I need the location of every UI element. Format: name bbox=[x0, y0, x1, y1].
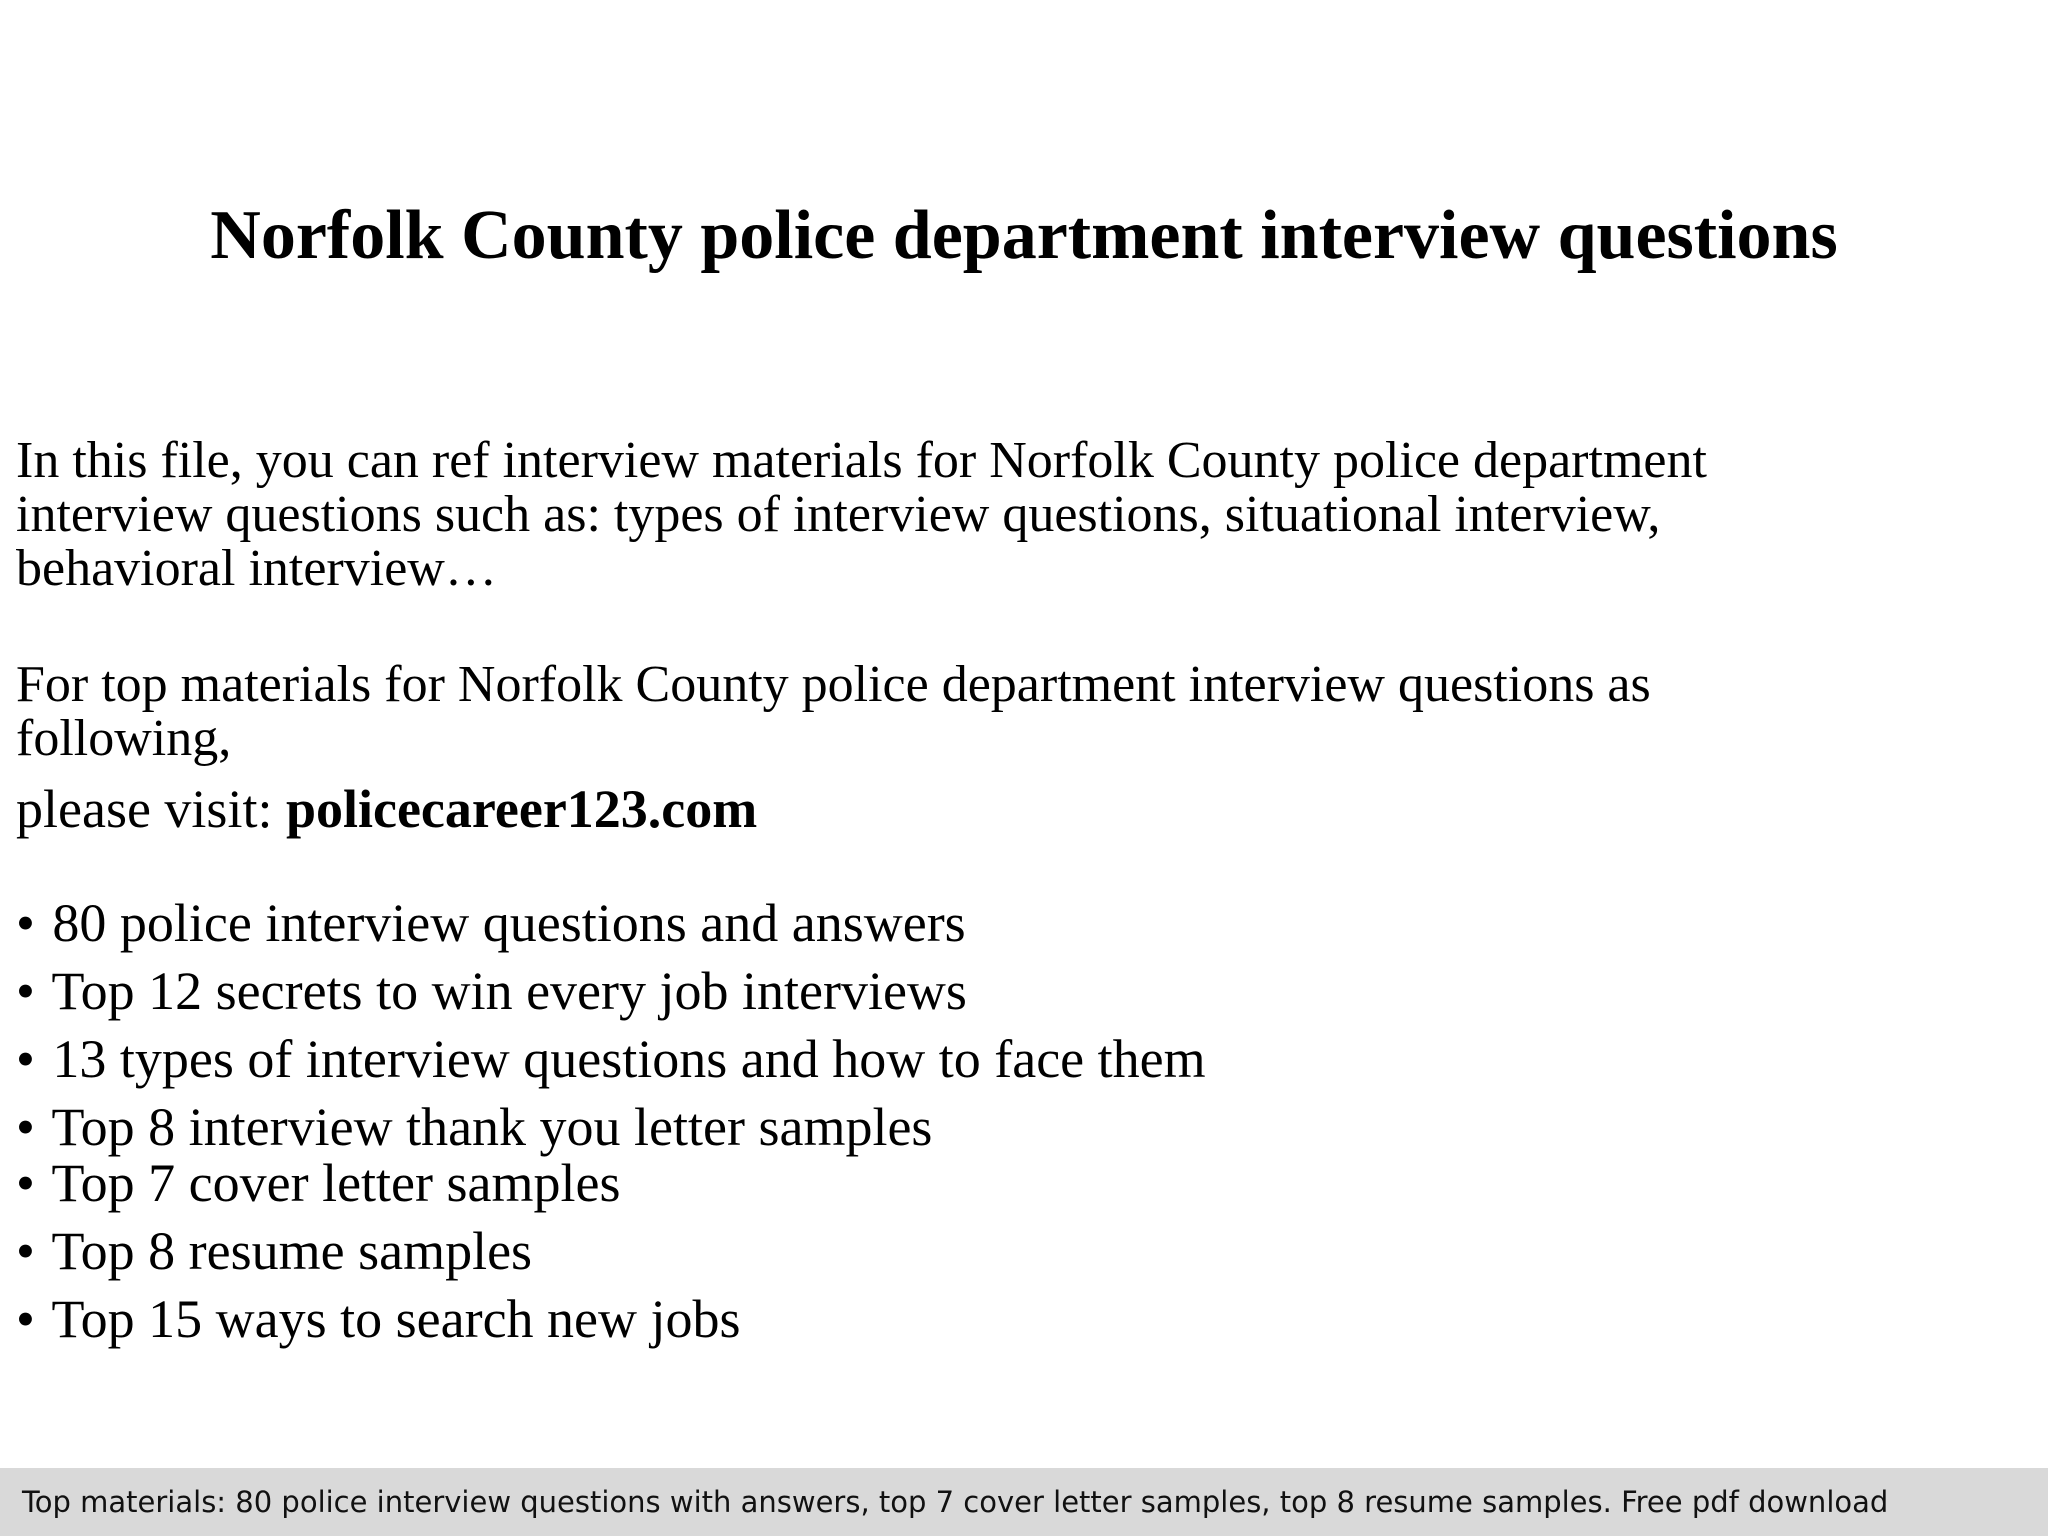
intro-line: interview questions such as: types of interview questions, situational interview, bbox=[16, 486, 1661, 543]
list-item-text: Top 8 interview thank you letter samples bbox=[51, 1097, 933, 1157]
list-item bbox=[16, 1220, 532, 1282]
bullet-icon: • bbox=[16, 1289, 35, 1349]
bullet-icon: • bbox=[16, 893, 35, 953]
list-item-text: Top 12 secrets to win every job interviews bbox=[51, 961, 967, 1021]
list-item-text: 80 police interview questions and answers bbox=[52, 893, 966, 953]
visit-url-link[interactable]: policecareer123.com bbox=[285, 779, 758, 839]
list-item-text: 13 types of interview questions and how to face them bbox=[52, 1029, 1206, 1089]
list-item bbox=[16, 960, 967, 1022]
list-item bbox=[16, 1288, 741, 1350]
page-title: Norfolk County police department interview questions bbox=[210, 197, 1838, 274]
top-materials-line: following, bbox=[16, 710, 232, 767]
list-item bbox=[16, 1152, 620, 1214]
bullet-icon: • bbox=[16, 1221, 35, 1281]
list-item bbox=[16, 1028, 1206, 1090]
bullet-icon: • bbox=[16, 1097, 35, 1157]
list-item-text: Top 7 cover letter samples bbox=[51, 1153, 621, 1213]
list-item-text: Top 8 resume samples bbox=[51, 1221, 533, 1281]
list-item bbox=[16, 892, 966, 954]
intro-line: behavioral interview… bbox=[16, 540, 497, 597]
intro-line: In this file, you can ref interview materials for Norfolk County police department bbox=[16, 432, 1707, 489]
intro-paragraph bbox=[16, 434, 2016, 596]
list-item-text: Top 15 ways to search new jobs bbox=[51, 1289, 741, 1349]
list-item bbox=[16, 1096, 932, 1158]
footer-text: Top materials: 80 police interview questions with answers, top 7 cover letter samples, top 8 resume samples. Free pdf download bbox=[22, 1485, 1889, 1519]
bullet-icon: • bbox=[16, 1153, 35, 1213]
visit-prefix: please visit: bbox=[16, 779, 286, 839]
top-materials-line: For top materials for Norfolk County police department interview questions as bbox=[16, 656, 1651, 713]
footer-bar bbox=[0, 1468, 2048, 1536]
bullet-icon: • bbox=[16, 961, 35, 1021]
bullet-icon: • bbox=[16, 1029, 35, 1089]
visit-line bbox=[16, 778, 757, 840]
top-materials-paragraph bbox=[16, 658, 2016, 766]
